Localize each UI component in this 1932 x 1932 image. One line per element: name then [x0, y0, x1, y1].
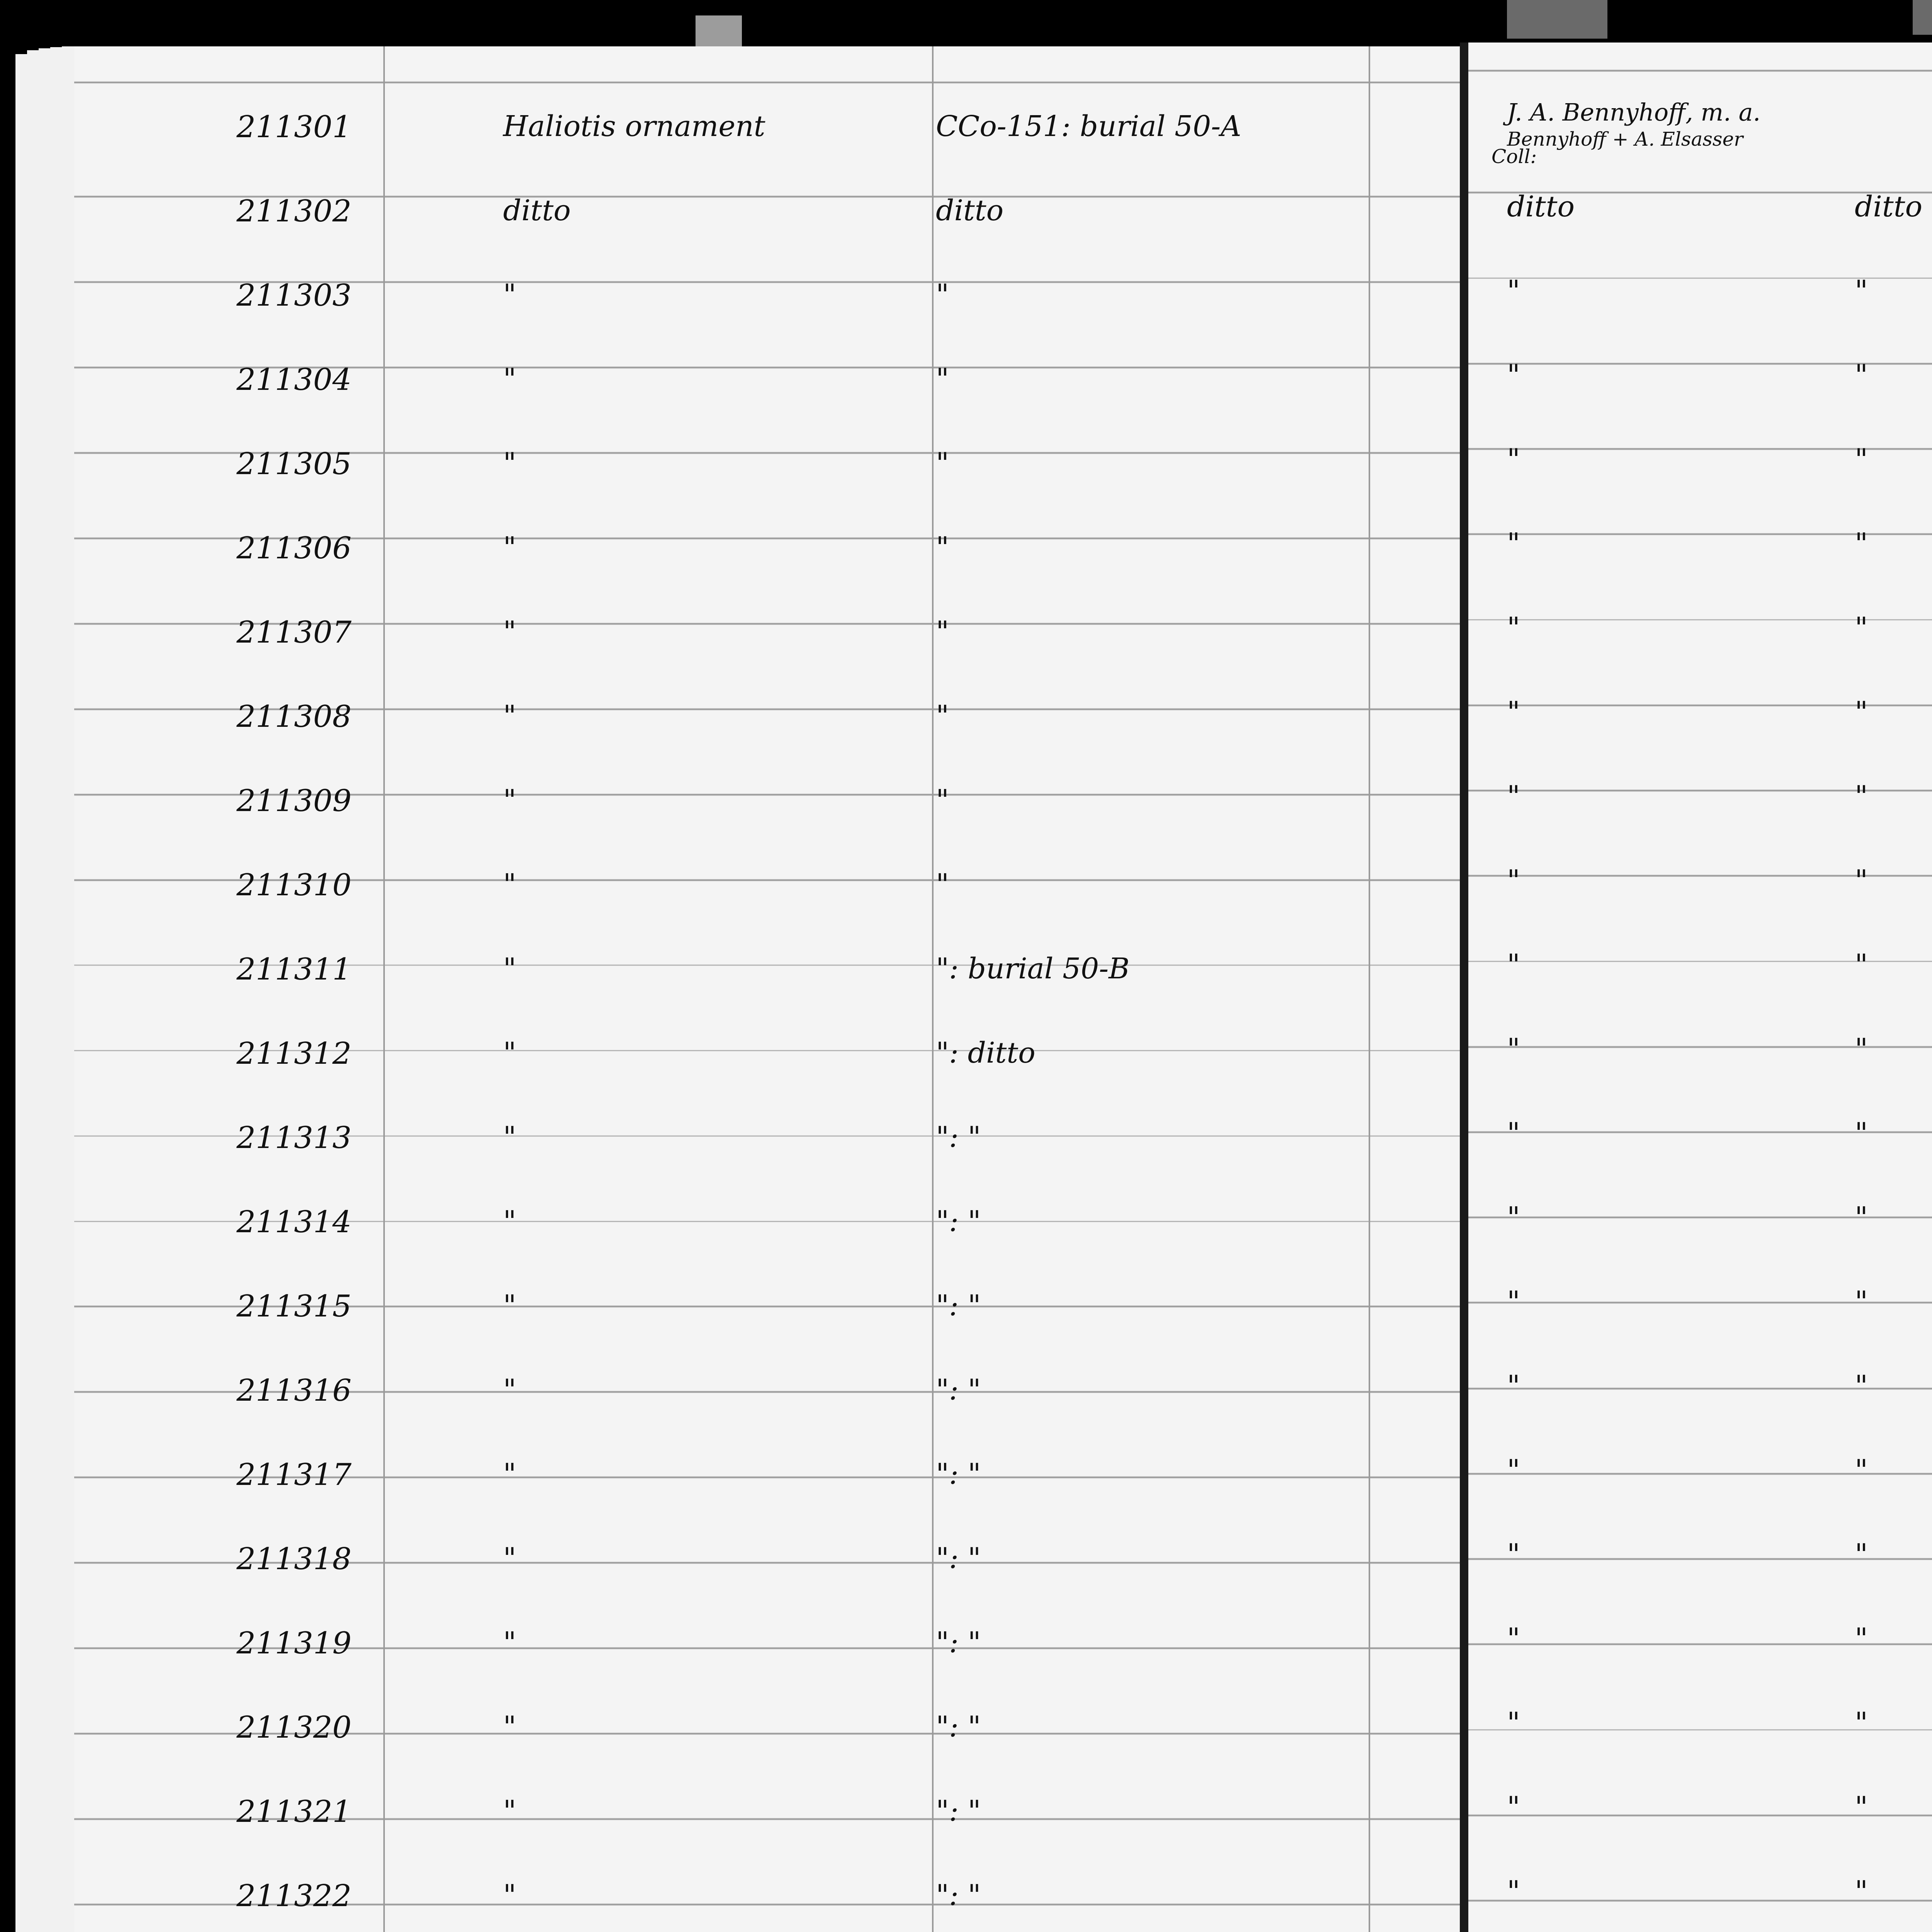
- object-name: ": [503, 1205, 517, 1238]
- object-name: Haliotis ornament: [503, 110, 765, 143]
- acquisition: ": [1855, 359, 1868, 392]
- object-name: ": [503, 1794, 517, 1828]
- table-row: [74, 1781, 1461, 1865]
- table-row: [74, 1360, 1461, 1444]
- catalog-number: 211311: [236, 952, 352, 987]
- catalog-number: 211304: [236, 362, 352, 397]
- catalog-number: 211316: [236, 1373, 352, 1408]
- table-row: [1468, 345, 1932, 429]
- table-row: [74, 770, 1461, 854]
- table-row: [74, 434, 1461, 517]
- site-provenience: ": [936, 699, 949, 733]
- collector: ": [1507, 1117, 1520, 1150]
- table-row: [74, 686, 1461, 770]
- object-name: ": [503, 1289, 517, 1322]
- object-name: ": [503, 615, 517, 648]
- catalog-number: 211303: [236, 278, 352, 313]
- object-name: ": [503, 1373, 517, 1406]
- object-name: ": [503, 1879, 517, 1912]
- collector: ": [1507, 1706, 1520, 1740]
- collector: ": [1507, 527, 1520, 560]
- site-provenience: ": ": [936, 1373, 981, 1406]
- site-provenience: ": [936, 615, 949, 648]
- acquisition: ": [1855, 1875, 1868, 1908]
- table-row: [1468, 935, 1932, 1019]
- acquisition: ": [1855, 1285, 1868, 1318]
- acquisition: ": [1855, 1538, 1868, 1571]
- table-row: [1468, 1019, 1932, 1103]
- table-row: [74, 1529, 1461, 1612]
- object-name: ": [503, 1626, 517, 1659]
- table-row: [1468, 1525, 1932, 1609]
- object-name: ": [503, 1036, 517, 1070]
- object-name: ditto: [503, 194, 571, 227]
- site-provenience: ": [936, 784, 949, 817]
- object-name: ": [503, 868, 517, 901]
- catalog-number: 211307: [236, 615, 352, 650]
- right-ledger-page: [1468, 43, 1932, 1932]
- table-row: [74, 1023, 1461, 1107]
- object-name: ": [503, 278, 517, 311]
- site-provenience: ": [936, 362, 949, 396]
- collector: ": [1507, 274, 1520, 308]
- site-provenience: ": [936, 531, 949, 564]
- acquisition: ": [1855, 1032, 1868, 1066]
- site-provenience: ": ": [936, 1121, 981, 1154]
- collector: ": [1507, 948, 1520, 981]
- table-row: [1468, 1693, 1932, 1777]
- table-row: [74, 1107, 1461, 1191]
- right-header-row: [1468, 93, 1932, 177]
- catalog-number: 211318: [236, 1542, 352, 1577]
- site-provenience: ": ": [936, 1205, 981, 1238]
- site-provenience: ": [936, 868, 949, 901]
- table-row: [74, 1276, 1461, 1360]
- site-provenience: ": ": [936, 1794, 981, 1828]
- table-row: [1468, 682, 1932, 766]
- object-name: ": [503, 1121, 517, 1154]
- catalog-number: 211301: [236, 110, 352, 145]
- table-row: [1468, 1609, 1932, 1693]
- table-row: [74, 97, 1461, 180]
- acquisition: ": [1855, 443, 1868, 476]
- acquisition: ": [1855, 1117, 1868, 1150]
- table-row: [74, 855, 1461, 939]
- catalog-number: 211309: [236, 784, 352, 818]
- table-row: [1468, 1440, 1932, 1524]
- object-name: ": [503, 531, 517, 564]
- collector-header: J. A. Bennyhoff, m. a.: [1507, 98, 1761, 126]
- site-provenience: ": [936, 447, 949, 480]
- collector: ": [1507, 1791, 1520, 1824]
- table-row: [1468, 1104, 1932, 1187]
- acquisition: ": [1855, 1706, 1868, 1740]
- catalog-number: 211308: [236, 699, 352, 734]
- collector: ditto: [1507, 190, 1575, 223]
- catalog-number: 211322: [236, 1879, 352, 1913]
- site-provenience: ": ditto: [936, 1036, 1036, 1070]
- catalog-number: 211306: [236, 531, 352, 566]
- catalog-number: 211313: [236, 1121, 352, 1155]
- collector: ": [1507, 780, 1520, 813]
- acquisition: ": [1855, 948, 1868, 981]
- collector: ": [1507, 1285, 1520, 1318]
- catalog-number: 211314: [236, 1205, 352, 1240]
- object-name: ": [503, 447, 517, 480]
- site-provenience: ": ": [936, 1289, 981, 1322]
- collector: ": [1507, 1201, 1520, 1234]
- table-row: [1468, 767, 1932, 850]
- acquisition: ": [1855, 1622, 1868, 1655]
- acquisition: ": [1855, 611, 1868, 645]
- site-provenience: ": ": [936, 1626, 981, 1659]
- collector: ": [1507, 443, 1520, 476]
- collector: ": [1507, 359, 1520, 392]
- table-row: [74, 602, 1461, 686]
- acquisition: ": [1855, 274, 1868, 308]
- acquisition: ": [1855, 864, 1868, 897]
- page-tab: [696, 15, 742, 50]
- table-row: [1468, 514, 1932, 598]
- table-row: [74, 939, 1461, 1023]
- left-ledger-page: [74, 46, 1461, 1932]
- site-provenience: ditto: [936, 194, 1004, 227]
- collector: ": [1507, 864, 1520, 897]
- object-name: ": [503, 362, 517, 396]
- site-provenience: ": ": [936, 1542, 981, 1575]
- site-provenience: ": [936, 278, 949, 311]
- catalog-number: 211317: [236, 1458, 352, 1492]
- site-provenience: ": ": [936, 1458, 981, 1491]
- collector-header-line2: Bennyhoff + A. Elsasser: [1507, 128, 1743, 150]
- acquisition: ": [1855, 1791, 1868, 1824]
- table-row: [74, 1192, 1461, 1276]
- catalog-number: 211310: [236, 868, 352, 903]
- acquisition: ": [1855, 1454, 1868, 1487]
- page-tab: [1507, 0, 1607, 39]
- collector: ": [1507, 696, 1520, 729]
- catalog-number: 211315: [236, 1289, 352, 1324]
- acquisition: ": [1855, 780, 1868, 813]
- acquisition: ": [1855, 527, 1868, 560]
- collector: ": [1507, 1538, 1520, 1571]
- acquisition: ": [1855, 1201, 1868, 1234]
- table-row: [1468, 1862, 1932, 1932]
- catalog-number: 211321: [236, 1794, 352, 1829]
- table-row: [1468, 1356, 1932, 1440]
- table-row: [74, 1866, 1461, 1932]
- table-row: [1468, 261, 1932, 345]
- site-provenience: ": burial 50-B: [936, 952, 1130, 985]
- collector-prefix: Coll:: [1492, 145, 1537, 168]
- table-row: [1468, 1272, 1932, 1356]
- site-provenience: ": ": [936, 1879, 981, 1912]
- table-row: [74, 518, 1461, 602]
- table-row: [1468, 598, 1932, 682]
- page-tab: [1913, 0, 1932, 35]
- catalog-number: 211319: [236, 1626, 352, 1661]
- object-name: ": [503, 1542, 517, 1575]
- collector: ": [1507, 1369, 1520, 1403]
- object-name: ": [503, 1458, 517, 1491]
- table-row: [1468, 177, 1932, 261]
- table-row: [74, 1613, 1461, 1697]
- table-row: [1468, 1188, 1932, 1272]
- table-row: [74, 181, 1461, 265]
- catalog-number: 211312: [236, 1036, 352, 1071]
- object-name: ": [503, 952, 517, 985]
- table-row: [74, 1697, 1461, 1781]
- catalog-number: 211302: [236, 194, 352, 229]
- acquisition: ": [1855, 696, 1868, 729]
- catalog-number: 211305: [236, 447, 352, 481]
- table-row: [1468, 851, 1932, 935]
- table-row: [1468, 430, 1932, 514]
- collector: ": [1507, 1622, 1520, 1655]
- site-provenience: ": ": [936, 1710, 981, 1743]
- table-row: [74, 265, 1461, 349]
- collector: ": [1507, 1875, 1520, 1908]
- collector: ": [1507, 1032, 1520, 1066]
- object-name: ": [503, 1710, 517, 1743]
- table-row: [1468, 1777, 1932, 1861]
- acquisition: ditto: [1855, 190, 1923, 223]
- acquisition: ": [1855, 1369, 1868, 1403]
- collector: ": [1507, 1454, 1520, 1487]
- object-name: ": [503, 699, 517, 733]
- catalog-number: 211320: [236, 1710, 352, 1745]
- site-provenience: CCo-151: burial 50-A: [936, 110, 1242, 143]
- collector: ": [1507, 611, 1520, 645]
- object-name: ": [503, 784, 517, 817]
- table-row: [74, 349, 1461, 433]
- table-row: [74, 1444, 1461, 1528]
